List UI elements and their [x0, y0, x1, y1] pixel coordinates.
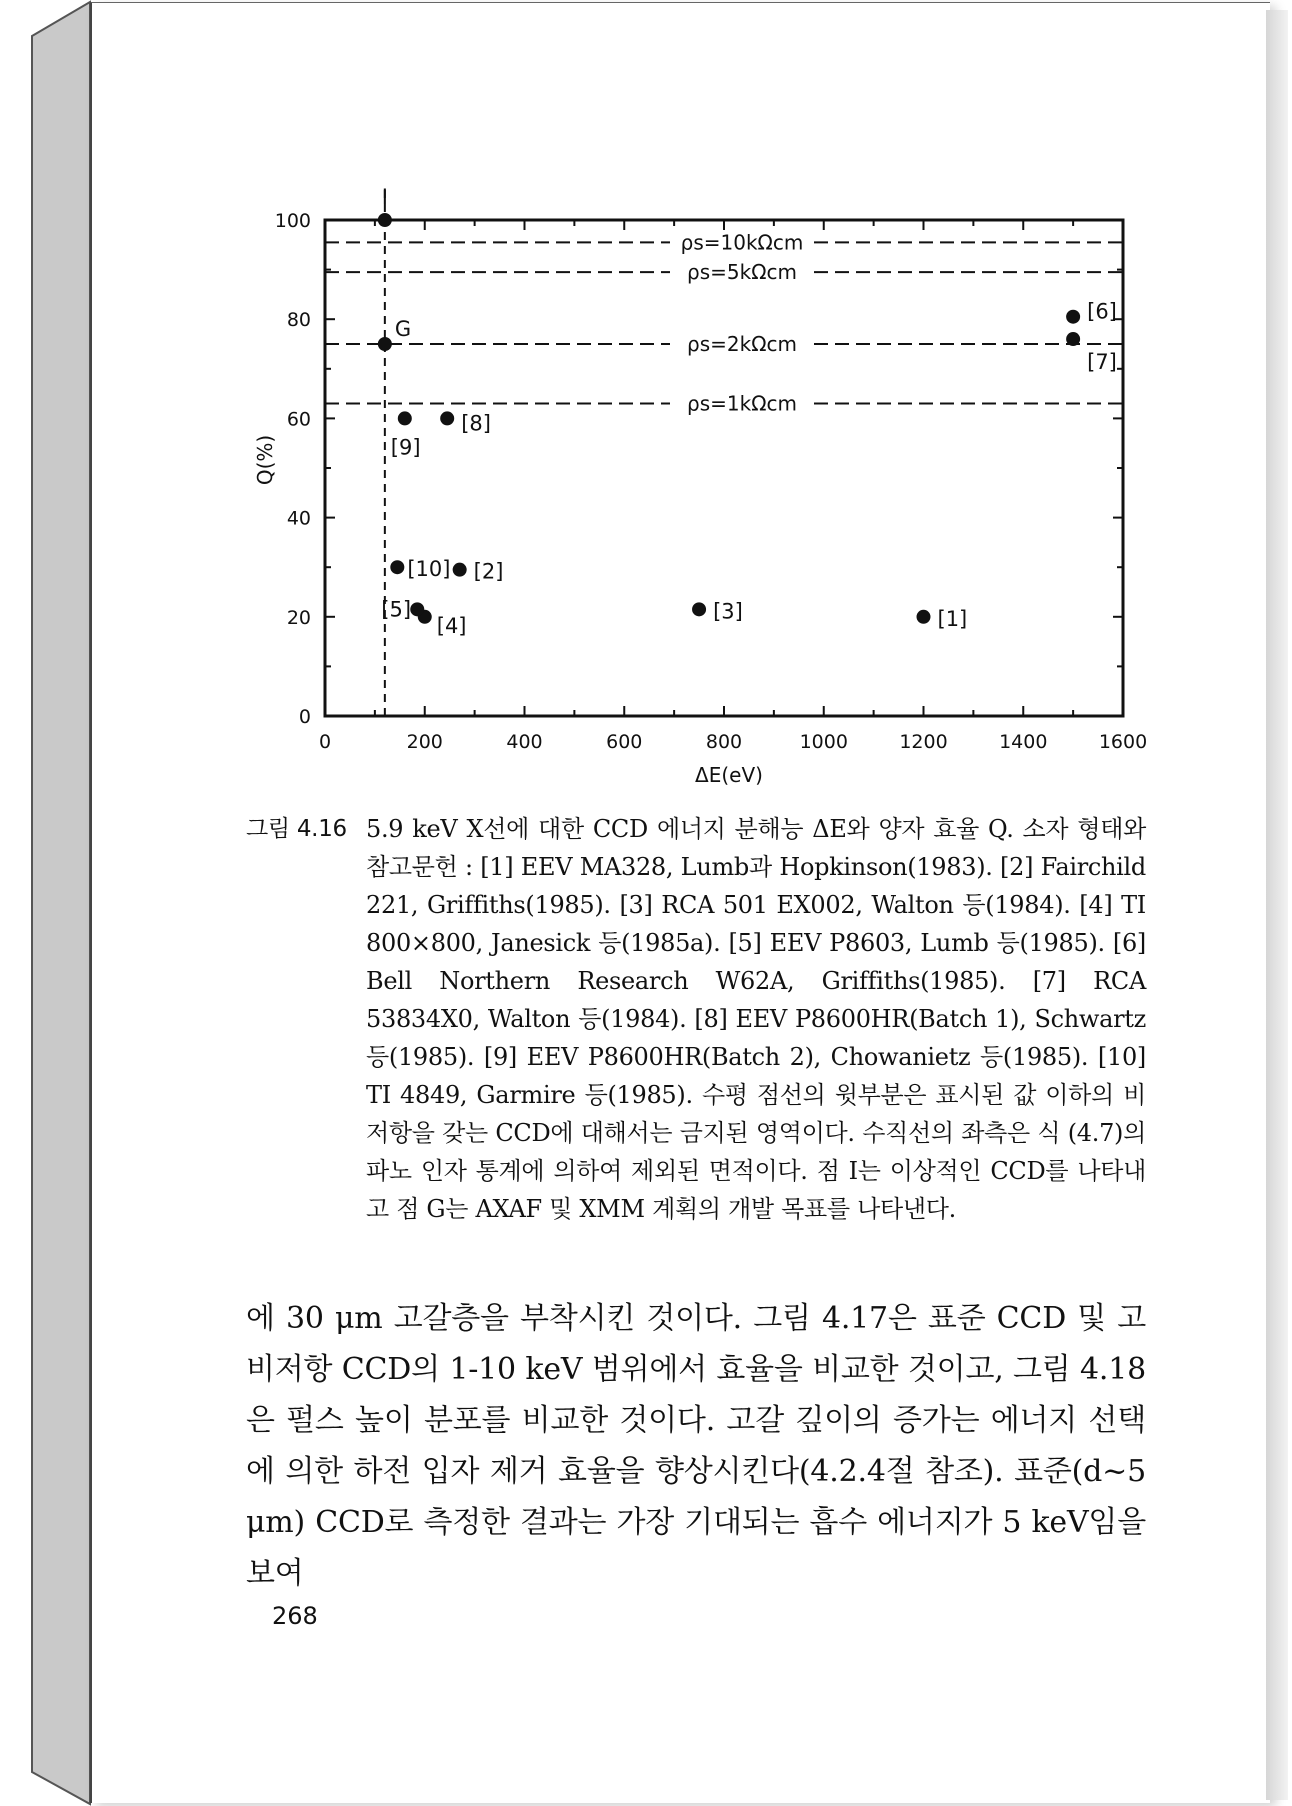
- data-point-label: [8]: [461, 411, 491, 436]
- data-point-label: [7]: [1087, 350, 1117, 375]
- data-point: [378, 337, 392, 351]
- y-tick-label: 0: [298, 706, 311, 728]
- scatter-chart: [0, 0, 1292, 800]
- data-point-label: [10]: [407, 557, 451, 582]
- body-paragraph: 에 30 μm 고갈층을 부착시킨 것이다. 그림 4.17은 표준 CCD 및 고비저항 CCD의 1-10 keV 범위에서 효율을 비교한 것이고, 그림 4.18은 펄스 높이 분포를 비교한 것이다. 고갈 깊이의 증가는 에너지 선택에 의한 하전 입자 제거 효율을 향상시킨다(4.2.4절 참조). 표준(d~5 μm) CCD로 측정한 결과는 가장 기대되는 흡수 에너지가 5 keV임을 보여: [246, 1301, 1146, 1591]
- data-point: [917, 610, 931, 624]
- resistivity-label: ρs=5kΩcm: [687, 260, 797, 285]
- x-tick-label: 1200: [899, 731, 948, 753]
- data-point-label: [4]: [436, 613, 467, 638]
- x-tick-label: 600: [606, 731, 643, 753]
- data-point-label: I: [381, 185, 388, 209]
- plot-frame: [325, 220, 1123, 716]
- page-number: 268: [272, 1602, 318, 1630]
- x-tick-label: 800: [705, 731, 743, 753]
- data-point-label: [9]: [390, 435, 421, 460]
- x-axis-title: ΔE(eV): [695, 763, 763, 787]
- data-point: [390, 560, 404, 574]
- x-tick-label: 0: [318, 731, 332, 753]
- y-tick-label: 40: [286, 507, 311, 530]
- data-point: [453, 563, 467, 577]
- data-point-label: [5]: [381, 597, 412, 622]
- y-axis-title: Q(%): [253, 434, 277, 486]
- data-point: [378, 213, 392, 227]
- x-tick-label: 1000: [799, 731, 848, 753]
- data-point: [1066, 332, 1080, 346]
- data-point-label: [2]: [473, 559, 504, 584]
- y-tick-label: 60: [286, 408, 311, 431]
- resistivity-label: ρs=10kΩcm: [680, 230, 804, 255]
- resistivity-label: ρs=2kΩcm: [687, 332, 797, 356]
- caption-label: 그림 4.16: [246, 816, 347, 842]
- x-tick-label: 200: [406, 731, 443, 753]
- data-point: [1066, 310, 1080, 324]
- resistivity-label: ρs=1kΩcm: [687, 391, 797, 416]
- x-tick-label: 1400: [999, 731, 1048, 753]
- y-tick-label: 20: [286, 606, 311, 629]
- x-tick-label: 1600: [1098, 731, 1148, 753]
- x-tick-label: 400: [506, 731, 543, 753]
- caption-text: 5.9 keV X선에 대한 CCD 에너지 분해능 ΔE와 양자 효율 Q. 소자 형태와 참고문헌 : [1] EEV MA328, Lumb과 Hopkinson(1983). [2] Fairchild 221, Griffiths(1985). [3] RCA 501 EX002, Walton 등(1984). [4] TI 800×800, Janesick 등(1985a). [5] EEV P8603, Lumb 등(1985). [6] Bell Northern Research W62A, Griffiths(1985). [7] RCA 53834X0, Walton 등(1984). [8] EEV P8600HR(Batch 1), Schwartz 등(1985). [9] EEV P8600HR(Batch 2), Chowanietz 등(1985). [10] TI 4849, Garmire 등(1985). 수평 점선의 윗부분은 표시된 값 이하의 비저항을 갖는 CCD에 대해서는 금지된 영역이다. 수직선의 좌측은 식 (4.7)의 파노 인자 통계에 의하여 제외된 면적이다. 점 I는 이상적인 CCD를 나타내고 점 G는 AXAF 및 XMM 계획의 개발 목표를 나타낸다.: [366, 815, 1146, 1223]
- y-tick-label: 100: [274, 210, 311, 232]
- data-point: [440, 411, 454, 425]
- data-point: [410, 602, 424, 616]
- data-point-label: [1]: [937, 606, 968, 631]
- data-point-label: [6]: [1087, 299, 1117, 324]
- data-point: [398, 411, 412, 425]
- data-point-label: G: [394, 317, 412, 341]
- data-point-label: [3]: [713, 599, 743, 624]
- data-point: [692, 602, 706, 616]
- y-tick-label: 80: [286, 309, 311, 332]
